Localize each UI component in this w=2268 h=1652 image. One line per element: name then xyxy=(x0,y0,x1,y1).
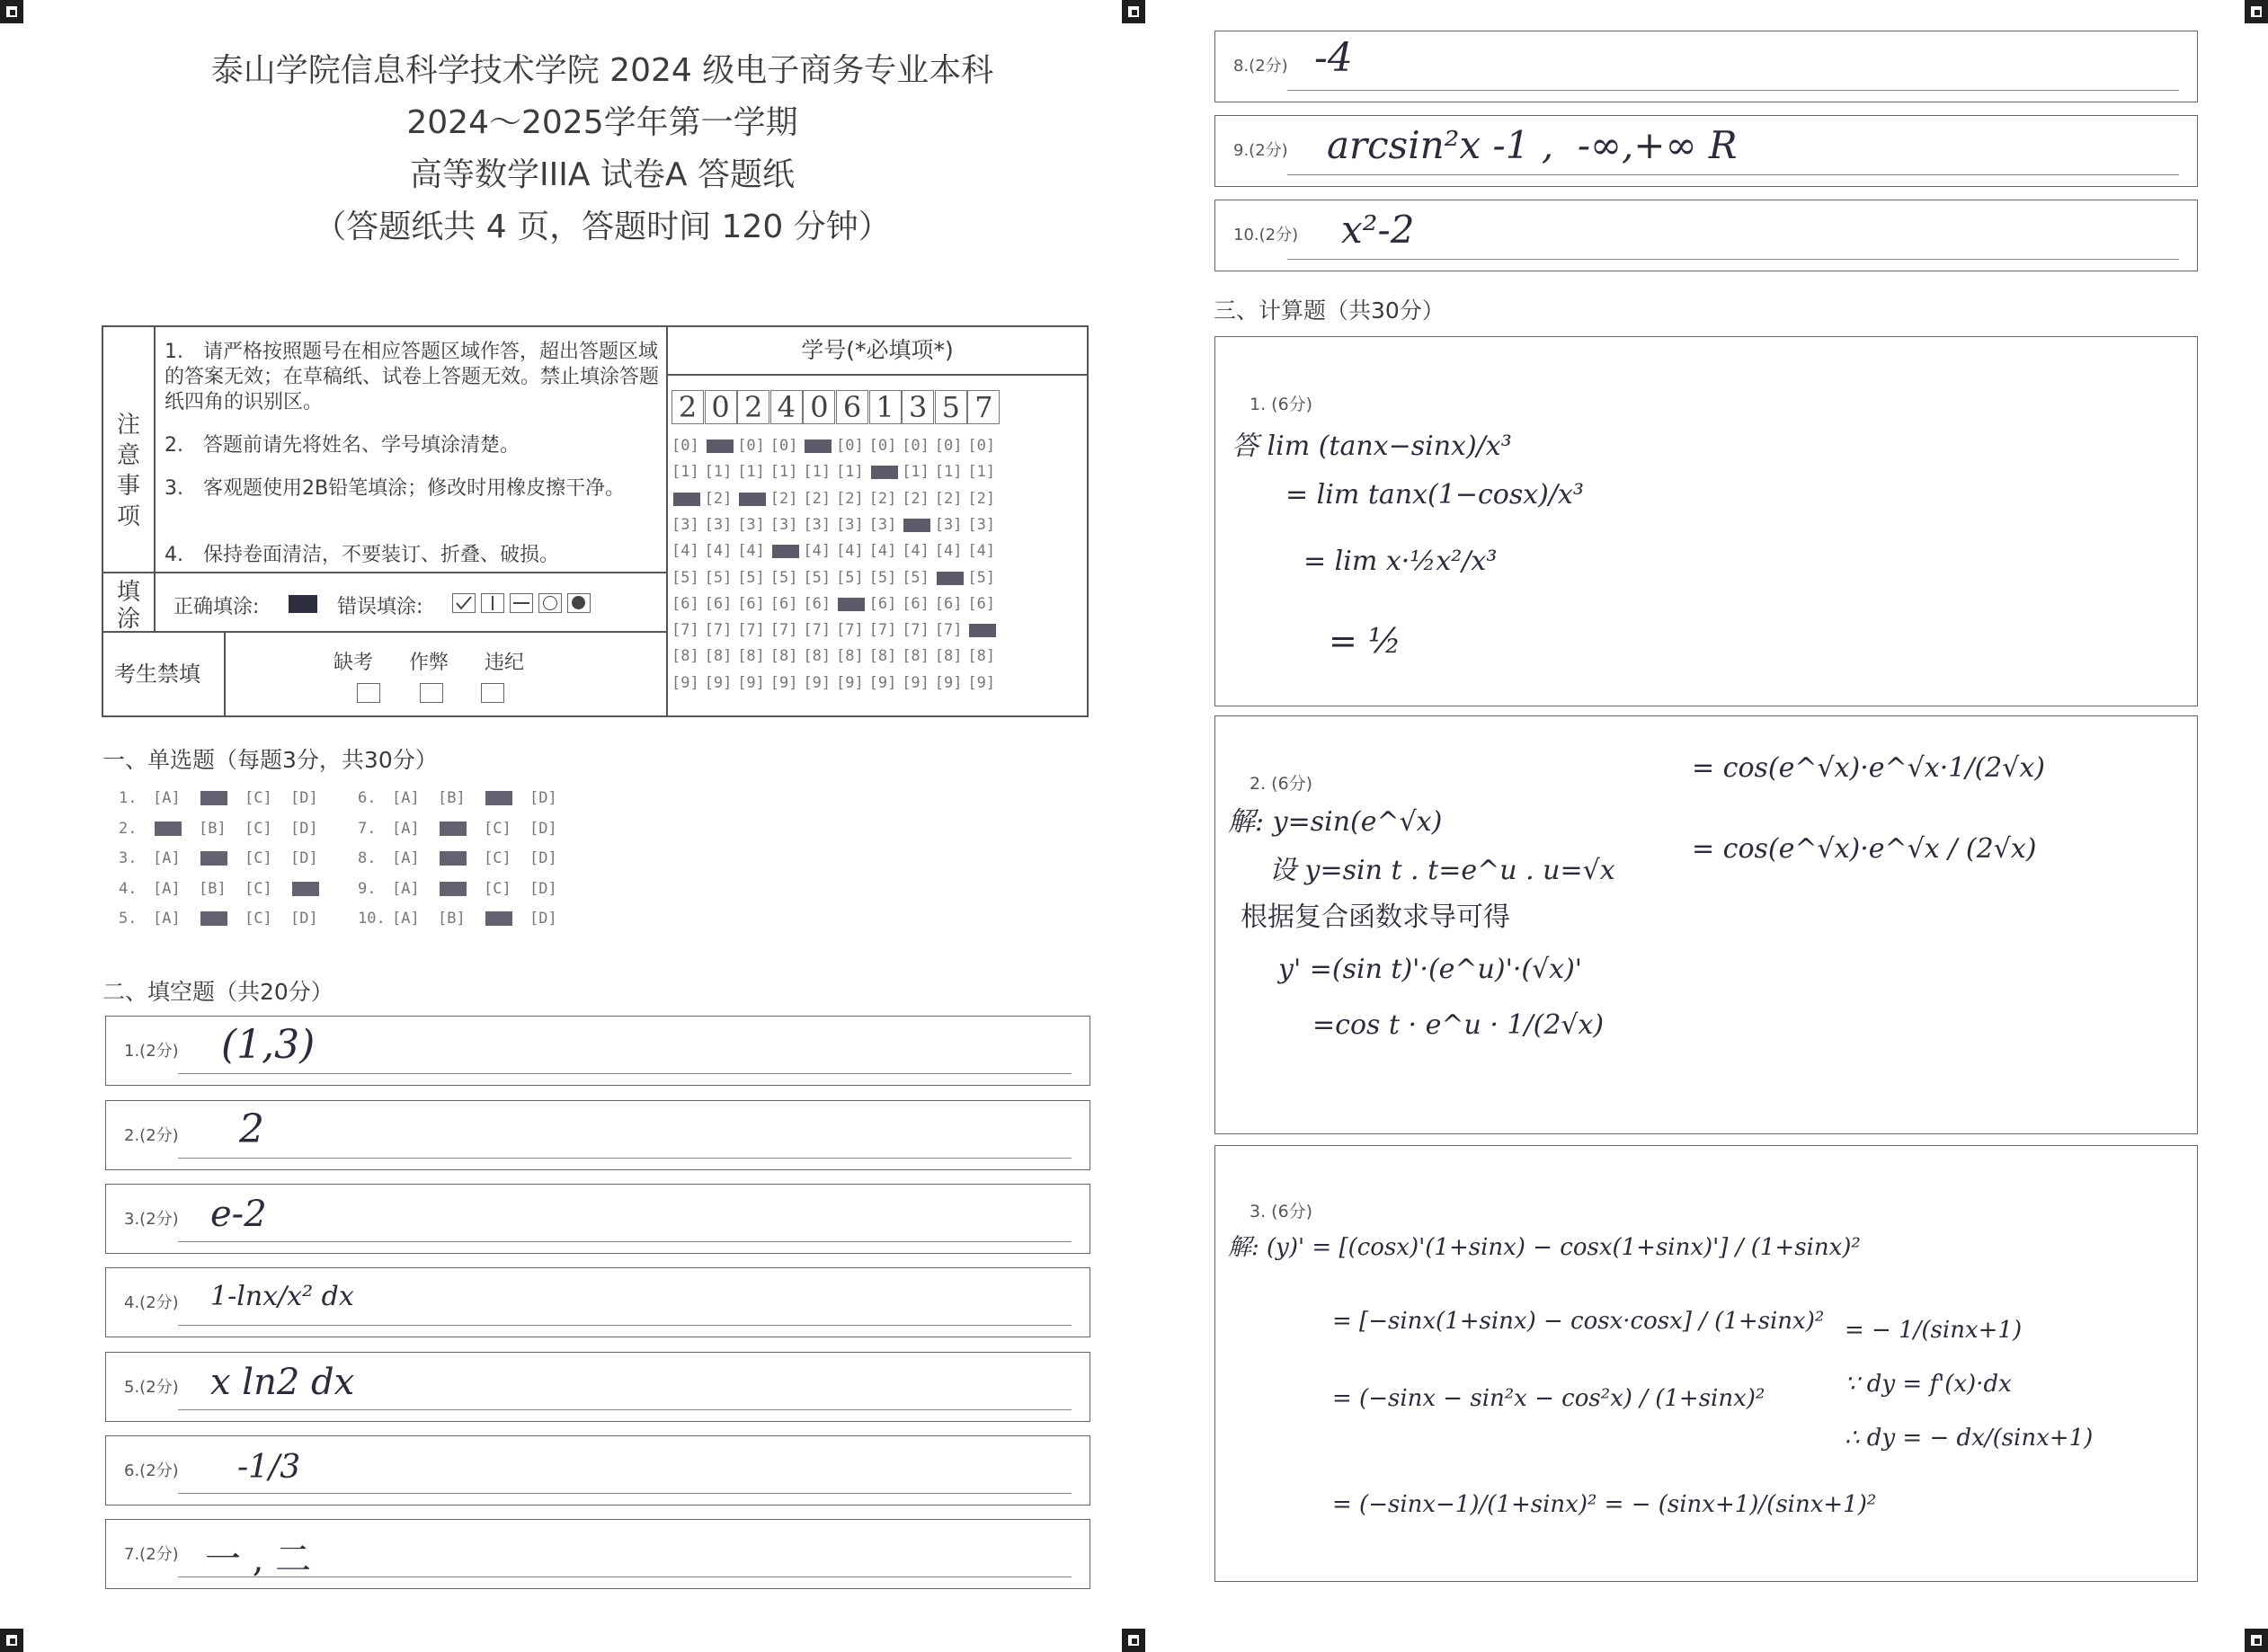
page-title-line1: 泰山学院信息科学技术学院 2024 级电子商务专业本科 xyxy=(210,52,994,89)
fill-blank-1-answer: (1,3) xyxy=(221,1022,316,1068)
student-id-bubble[interactable]: [2] xyxy=(803,489,832,508)
calc-1-line-3: = lim x·½x²/x³ xyxy=(1303,546,1498,577)
mc-option-bubble[interactable] xyxy=(290,880,318,898)
correct-fill-label: 正确填涂: xyxy=(173,596,260,618)
student-id-bubble[interactable]: [9] xyxy=(769,673,798,692)
student-id-bubble[interactable]: [6] xyxy=(672,594,699,613)
mc-option-bubble[interactable]: [A] xyxy=(153,789,181,807)
mc-option-bubble[interactable] xyxy=(484,789,511,807)
student-id-bubble[interactable]: [7] xyxy=(769,621,798,640)
calc-3-line-5: = − 1/(sinx+1) xyxy=(1845,1317,2023,1344)
mc-option-bubble[interactable]: [D] xyxy=(290,789,318,807)
notice-item-1: 1. 请严格按照题号在相应答题区域作答，超出答题区域的答案无效；在草稿纸、试卷上答题无效。禁止填涂答题纸四角的识别区。 xyxy=(165,341,660,413)
wrong-fill-horizontal-sample xyxy=(510,593,533,613)
mc-question-number: 8. xyxy=(358,849,377,867)
mc-option-bubble[interactable] xyxy=(199,849,227,867)
wrong-fill-label: 错误填涂: xyxy=(337,596,423,618)
mc-option-bubble[interactable]: [C] xyxy=(484,879,511,898)
fill-blank-10-answer: x²-2 xyxy=(1341,208,1415,252)
student-id-bubble[interactable]: [6] xyxy=(967,594,996,613)
mc-option-bubble[interactable]: [B] xyxy=(199,879,227,898)
calc-2-line-1: 解: y=sin(e^√x) xyxy=(1228,806,1443,838)
student-id-bubble[interactable]: [1] xyxy=(737,463,765,482)
mc-option-bubble[interactable]: [D] xyxy=(529,879,557,898)
student-id-bubble[interactable]: [7] xyxy=(737,621,765,640)
student-id-bubble[interactable]: [2] xyxy=(704,489,733,508)
student-id-bubble[interactable]: [2] xyxy=(836,489,864,508)
fill-blank-7[interactable]: 7.(2分) 一 , 二 xyxy=(105,1519,1090,1589)
student-id-bubble[interactable]: [5] xyxy=(967,568,996,587)
fill-blank-4[interactable]: 4.(2分) 1-lnx/x² dx xyxy=(105,1267,1090,1337)
student-id-bubble[interactable]: [9] xyxy=(836,673,864,692)
mc-question-number: 5. xyxy=(119,910,138,928)
calc-1-line-2: = lim tanx(1−cosx)/x³ xyxy=(1285,479,1584,511)
wrong-fill-check-sample xyxy=(452,593,476,613)
student-id-digit-9: 5 xyxy=(935,390,967,424)
student-id-bubble[interactable]: [4] xyxy=(934,542,963,561)
student-id-bubble[interactable]: [3] xyxy=(769,515,798,534)
fill-blank-2[interactable]: 2.(2分) 2 xyxy=(105,1100,1090,1170)
student-id-digit-5: 0 xyxy=(803,390,835,424)
student-id-digit-10: 7 xyxy=(967,390,1000,424)
student-id-bubble[interactable]: [0] xyxy=(737,437,765,455)
section2-title: 二、填空题（共20分） xyxy=(102,979,334,1005)
student-id-bubble[interactable] xyxy=(836,595,864,613)
student-id-bubble[interactable]: [4] xyxy=(902,542,929,561)
mc-question-number: 2. xyxy=(119,819,138,838)
student-id-bubble[interactable]: [8] xyxy=(737,647,765,666)
student-id-bubble[interactable]: [0] xyxy=(934,437,963,455)
student-id-bubble[interactable]: [3] xyxy=(868,515,897,534)
student-id-bubble[interactable]: [6] xyxy=(769,594,798,613)
calc-3-line-7: ∴ dy = − dx/(sinx+1) xyxy=(1845,1425,2094,1452)
forbidden-label: 考生禁填 xyxy=(114,662,200,687)
student-id-bubble[interactable]: [8] xyxy=(934,647,963,666)
section3-title: 三、计算题（共30分） xyxy=(1214,298,1445,324)
mc-option-bubble[interactable] xyxy=(484,910,511,928)
student-id-bubble[interactable]: [8] xyxy=(836,647,864,666)
fill-blank-9-answer: arcsin²x -1 , -∞,+∞ R xyxy=(1327,123,1738,167)
student-id-bubble[interactable]: [6] xyxy=(704,594,733,613)
corner-marker-bottom-center xyxy=(1122,1629,1145,1652)
mc-option-bubble[interactable]: [D] xyxy=(529,849,557,867)
mc-option-bubble[interactable]: [C] xyxy=(245,849,272,867)
mc-option-bubble[interactable]: [C] xyxy=(245,910,272,928)
mc-option-bubble[interactable]: [D] xyxy=(290,819,318,838)
mc-question-number: 10. xyxy=(358,910,386,928)
student-id-bubble[interactable]: [2] xyxy=(769,489,798,508)
page-title-line4: （答题纸共 4 页，答题时间 120 分钟） xyxy=(314,209,891,245)
calc-3-line-1: 解: (y)' = [(cosx)'(1+sinx) − cosx(1+sinx)'] / (1+sinx)² xyxy=(1228,1234,1861,1261)
student-id-digit-4: 4 xyxy=(770,390,803,424)
student-id-bubble[interactable]: [5] xyxy=(672,568,699,587)
student-id-bubble[interactable]: [9] xyxy=(967,673,996,692)
student-id-bubble[interactable]: [8] xyxy=(704,647,733,666)
student-id-bubble[interactable]: [8] xyxy=(803,647,832,666)
calc-problem-2[interactable] xyxy=(1214,715,2198,1134)
calc-2-line-6: = cos(e^√x)·e^√x·1/(2√x) xyxy=(1692,752,2045,784)
mc-option-bubble[interactable]: [D] xyxy=(529,910,557,928)
notice-item-3: 3. 客观题使用2B铅笔填涂；修改时用橡皮擦干净。 xyxy=(165,477,626,500)
fill-label: 填涂 xyxy=(116,579,140,633)
mc-option-bubble[interactable] xyxy=(153,820,181,838)
corner-marker-top-left xyxy=(0,0,23,23)
mc-option-bubble[interactable]: [B] xyxy=(438,910,466,928)
student-id-bubble[interactable] xyxy=(705,437,733,455)
student-id-bubble[interactable]: [4] xyxy=(672,542,699,561)
mc-option-bubble[interactable]: [C] xyxy=(245,789,272,807)
student-id-digit-3: 2 xyxy=(737,390,769,424)
forbidden-violation-checkbox[interactable] xyxy=(481,683,504,703)
mc-question-number: 9. xyxy=(358,879,377,898)
wrong-fill-dot-sample xyxy=(567,593,591,613)
student-id-bubble[interactable]: [4] xyxy=(967,542,996,561)
student-id-bubble[interactable] xyxy=(935,569,963,587)
student-id-bubble[interactable]: [5] xyxy=(803,568,832,587)
fill-blank-6-answer: -1/3 xyxy=(237,1449,301,1486)
mc-option-bubble[interactable]: [A] xyxy=(392,879,420,898)
corner-marker-top-center xyxy=(1122,0,1145,23)
student-id-bubble[interactable]: [1] xyxy=(967,463,996,482)
mc-option-bubble[interactable]: [B] xyxy=(199,819,227,838)
correct-fill-sample xyxy=(289,595,317,613)
page-title-line3: 高等数学IIIA 试卷A 答题纸 xyxy=(410,156,795,193)
calc-problem-1-label: 1. (6分) xyxy=(1250,395,1313,414)
calc-1-line-4: = ½ xyxy=(1329,621,1401,661)
corner-marker-bottom-left xyxy=(0,1629,23,1652)
student-id-bubble[interactable] xyxy=(902,516,929,534)
mc-option-bubble[interactable]: [D] xyxy=(290,849,318,867)
student-id-bubble[interactable]: [1] xyxy=(769,463,798,482)
student-id-bubble[interactable]: [5] xyxy=(902,568,929,587)
mc-option-bubble[interactable]: [A] xyxy=(392,789,420,807)
mc-question-number: 7. xyxy=(358,819,377,838)
student-id-digit-2: 0 xyxy=(705,390,737,424)
wrong-fill-vertical-sample xyxy=(481,593,504,613)
student-id-bubble[interactable]: [8] xyxy=(967,647,996,666)
calc-problem-3[interactable] xyxy=(1214,1145,2198,1582)
student-id-digit-8: 3 xyxy=(902,390,934,424)
fill-blank-8-answer: -4 xyxy=(1314,35,1353,81)
student-id-bubble[interactable]: [8] xyxy=(902,647,929,666)
calc-2-line-4: y' =(sin t)'·(e^u)'·(√x)' xyxy=(1278,954,1583,985)
student-id-bubble[interactable]: [1] xyxy=(934,463,963,482)
forbidden-absent-checkbox[interactable] xyxy=(357,683,380,703)
student-id-bubble[interactable]: [0] xyxy=(967,437,996,455)
calc-2-line-7: = cos(e^√x)·e^√x / (2√x) xyxy=(1692,833,2037,865)
student-id-bubble[interactable]: [9] xyxy=(704,673,733,692)
student-id-bubble[interactable]: [9] xyxy=(803,673,832,692)
student-id-bubble[interactable]: [2] xyxy=(967,489,996,508)
mc-option-bubble[interactable]: [D] xyxy=(529,789,557,807)
mc-option-bubble[interactable]: [D] xyxy=(529,819,557,838)
mc-option-bubble[interactable] xyxy=(438,820,466,838)
student-id-bubble[interactable]: [1] xyxy=(672,463,699,482)
mc-question-number: 3. xyxy=(119,849,138,867)
mc-option-bubble[interactable]: [A] xyxy=(392,819,420,838)
student-id-bubble[interactable]: [6] xyxy=(868,594,897,613)
student-id-bubble[interactable] xyxy=(803,437,831,455)
student-id-bubble[interactable]: [4] xyxy=(836,542,864,561)
mc-option-bubble[interactable]: [D] xyxy=(290,910,318,928)
wrong-fill-circle-sample xyxy=(538,593,562,613)
mc-question-number: 4. xyxy=(119,879,138,898)
fill-blank-8[interactable]: 8.(2分) -4 xyxy=(1214,31,2198,102)
fill-blank-3[interactable]: 3.(2分) e-2 xyxy=(105,1184,1090,1254)
corner-marker-bottom-right xyxy=(2245,1629,2268,1652)
mc-option-bubble[interactable]: [C] xyxy=(484,819,511,838)
student-id-bubble[interactable]: [0] xyxy=(902,437,929,455)
student-id-bubble[interactable]: [3] xyxy=(672,515,699,534)
mc-option-bubble[interactable] xyxy=(199,910,227,928)
calc-problem-2-label: 2. (6分) xyxy=(1250,774,1313,794)
calc-3-line-2: = [−sinx(1+sinx) − cosx·cosx] / (1+sinx)² xyxy=(1332,1308,1825,1335)
mc-option-bubble[interactable] xyxy=(438,849,466,867)
student-id-bubble[interactable]: [4] xyxy=(737,542,765,561)
student-id-bubble[interactable]: [7] xyxy=(902,621,929,640)
student-id-bubble[interactable]: [2] xyxy=(902,489,929,508)
forbidden-violation-label: 违纪 xyxy=(485,652,525,674)
corner-marker-top-right xyxy=(2245,0,2268,23)
student-id-bubble[interactable]: [8] xyxy=(868,647,897,666)
student-id-label: 学号(*必填项*) xyxy=(801,337,954,363)
fill-blank-5-answer: x ln2 dx xyxy=(210,1362,355,1403)
student-id-bubble[interactable]: [4] xyxy=(803,542,832,561)
student-id-bubble[interactable]: [4] xyxy=(868,542,897,561)
page-title-line2: 2024～2025学年第一学期 xyxy=(406,104,798,141)
notice-label: 注意事项 xyxy=(116,412,140,530)
student-id-bubble[interactable]: [6] xyxy=(737,594,765,613)
student-id-bubble[interactable] xyxy=(967,621,995,639)
student-id-bubble[interactable]: [5] xyxy=(868,568,897,587)
student-id-bubble[interactable]: [5] xyxy=(769,568,798,587)
mc-option-bubble[interactable]: [A] xyxy=(153,849,181,867)
student-id-bubble[interactable]: [4] xyxy=(704,542,733,561)
calc-2-line-3: 根据复合函数求导可得 xyxy=(1241,901,1510,933)
mc-option-bubble[interactable]: [B] xyxy=(438,789,466,807)
student-id-bubble[interactable]: [0] xyxy=(836,437,864,455)
mc-option-bubble[interactable]: [A] xyxy=(153,879,181,898)
calc-3-line-3: = (−sinx − sin²x − cos²x) / (1+sinx)² xyxy=(1332,1385,1765,1412)
student-id-bubble[interactable]: [6] xyxy=(803,594,832,613)
student-id-bubble[interactable]: [5] xyxy=(737,568,765,587)
student-id-bubble[interactable]: [1] xyxy=(902,463,929,482)
calc-problem-3-label: 3. (6分) xyxy=(1250,1202,1313,1221)
student-id-bubble[interactable]: [7] xyxy=(934,621,963,640)
student-id-bubble[interactable]: [9] xyxy=(672,673,699,692)
student-id-bubble[interactable] xyxy=(869,463,897,481)
student-id-bubble[interactable]: [3] xyxy=(836,515,864,534)
mc-option-bubble[interactable]: [A] xyxy=(153,910,181,928)
fill-blank-7-answer: 一 , 二 xyxy=(205,1539,312,1580)
mc-option-bubble[interactable] xyxy=(199,789,227,807)
student-id-bubble[interactable]: [2] xyxy=(868,489,897,508)
fill-blank-5[interactable]: 5.(2分) x ln2 dx xyxy=(105,1352,1090,1422)
mc-option-bubble[interactable]: [C] xyxy=(245,879,272,898)
student-id-bubble[interactable]: [7] xyxy=(704,621,733,640)
student-id-bubble[interactable]: [3] xyxy=(704,515,733,534)
student-id-bubble[interactable] xyxy=(672,490,699,508)
student-id-bubble[interactable]: [6] xyxy=(902,594,929,613)
student-id-digit-1: 2 xyxy=(672,390,704,424)
student-id-bubble[interactable]: [7] xyxy=(672,621,699,640)
student-id-bubble[interactable]: [1] xyxy=(836,463,864,482)
calc-2-line-5: =cos t · e^u · 1/(2√x) xyxy=(1312,1009,1605,1041)
student-id-bubble[interactable]: [8] xyxy=(672,647,699,666)
mc-option-bubble[interactable]: [C] xyxy=(245,819,272,838)
student-id-bubble[interactable]: [1] xyxy=(704,463,733,482)
student-id-bubble[interactable]: [1] xyxy=(803,463,832,482)
mc-option-bubble[interactable]: [A] xyxy=(392,849,420,867)
student-id-bubble[interactable]: [3] xyxy=(934,515,963,534)
student-id-bubble[interactable]: [0] xyxy=(672,437,699,455)
student-id-bubble[interactable]: [7] xyxy=(803,621,832,640)
fill-blank-6[interactable]: 6.(2分) -1/3 xyxy=(105,1435,1090,1505)
fill-blank-4-answer: 1-lnx/x² dx xyxy=(210,1281,354,1312)
mc-question-number: 1. xyxy=(119,789,138,807)
fill-blank-2-answer: 2 xyxy=(239,1106,264,1152)
calc-2-line-2: 设 y=sin t . t=e^u . u=√x xyxy=(1269,855,1615,886)
student-id-bubble[interactable] xyxy=(770,542,798,560)
mc-option-bubble[interactable] xyxy=(438,880,466,898)
fill-blank-3-answer: e-2 xyxy=(210,1194,267,1235)
notice-item-2: 2. 答题前请先将姓名、学号填涂清楚。 xyxy=(165,434,520,457)
fill-blank-10[interactable]: 10.(2分) x²-2 xyxy=(1214,200,2198,271)
forbidden-absent-label: 缺考 xyxy=(334,652,374,674)
fill-blank-1[interactable]: 1.(2分) (1,3) xyxy=(105,1016,1090,1086)
student-id-bubble[interactable]: [9] xyxy=(737,673,765,692)
student-id-digit-7: 1 xyxy=(869,390,902,424)
calc-1-line-1: 答 lim (tanx−sinx)/x³ xyxy=(1232,431,1512,462)
student-id-bubble[interactable]: [8] xyxy=(769,647,798,666)
student-id-bubble[interactable]: [3] xyxy=(967,515,996,534)
student-id-bubble[interactable]: [9] xyxy=(868,673,897,692)
forbidden-cheat-label: 作弊 xyxy=(409,652,449,674)
fill-blank-9[interactable]: 9.(2分) arcsin²x -1 , -∞,+∞ R xyxy=(1214,115,2198,187)
calc-3-line-4: = (−sinx−1)/(1+sinx)² = − (sinx+1)/(sinx+1)² xyxy=(1332,1491,1877,1518)
mc-option-bubble[interactable]: [A] xyxy=(392,910,420,928)
mc-question-number: 6. xyxy=(358,789,377,807)
student-id-bubble[interactable]: [6] xyxy=(934,594,963,613)
student-id-bubble[interactable]: [5] xyxy=(836,568,864,587)
student-id-bubble[interactable]: [7] xyxy=(836,621,864,640)
calc-3-line-6: ∵ dy = f'(x)·dx xyxy=(1845,1371,2012,1398)
student-id-bubble[interactable]: [2] xyxy=(934,489,963,508)
student-id-bubble[interactable]: [3] xyxy=(803,515,832,534)
student-id-bubble[interactable]: [9] xyxy=(934,673,963,692)
student-id-bubble[interactable]: [5] xyxy=(704,568,733,587)
forbidden-cheat-checkbox[interactable] xyxy=(420,683,443,703)
student-id-bubble[interactable] xyxy=(737,490,765,508)
student-id-bubble[interactable]: [0] xyxy=(868,437,897,455)
notice-item-4: 4. 保持卷面清洁，不要装订、折叠、破损。 xyxy=(165,544,559,566)
student-id-bubble[interactable]: [0] xyxy=(769,437,798,455)
student-id-bubble[interactable]: [9] xyxy=(902,673,929,692)
mc-option-bubble[interactable]: [C] xyxy=(484,849,511,867)
calc-problem-1[interactable] xyxy=(1214,336,2198,706)
student-id-bubble[interactable]: [7] xyxy=(868,621,897,640)
student-id-digit-6: 6 xyxy=(836,390,868,424)
student-id-bubble[interactable]: [3] xyxy=(737,515,765,534)
section1-title: 一、单选题（每题3分，共30分） xyxy=(102,747,438,773)
